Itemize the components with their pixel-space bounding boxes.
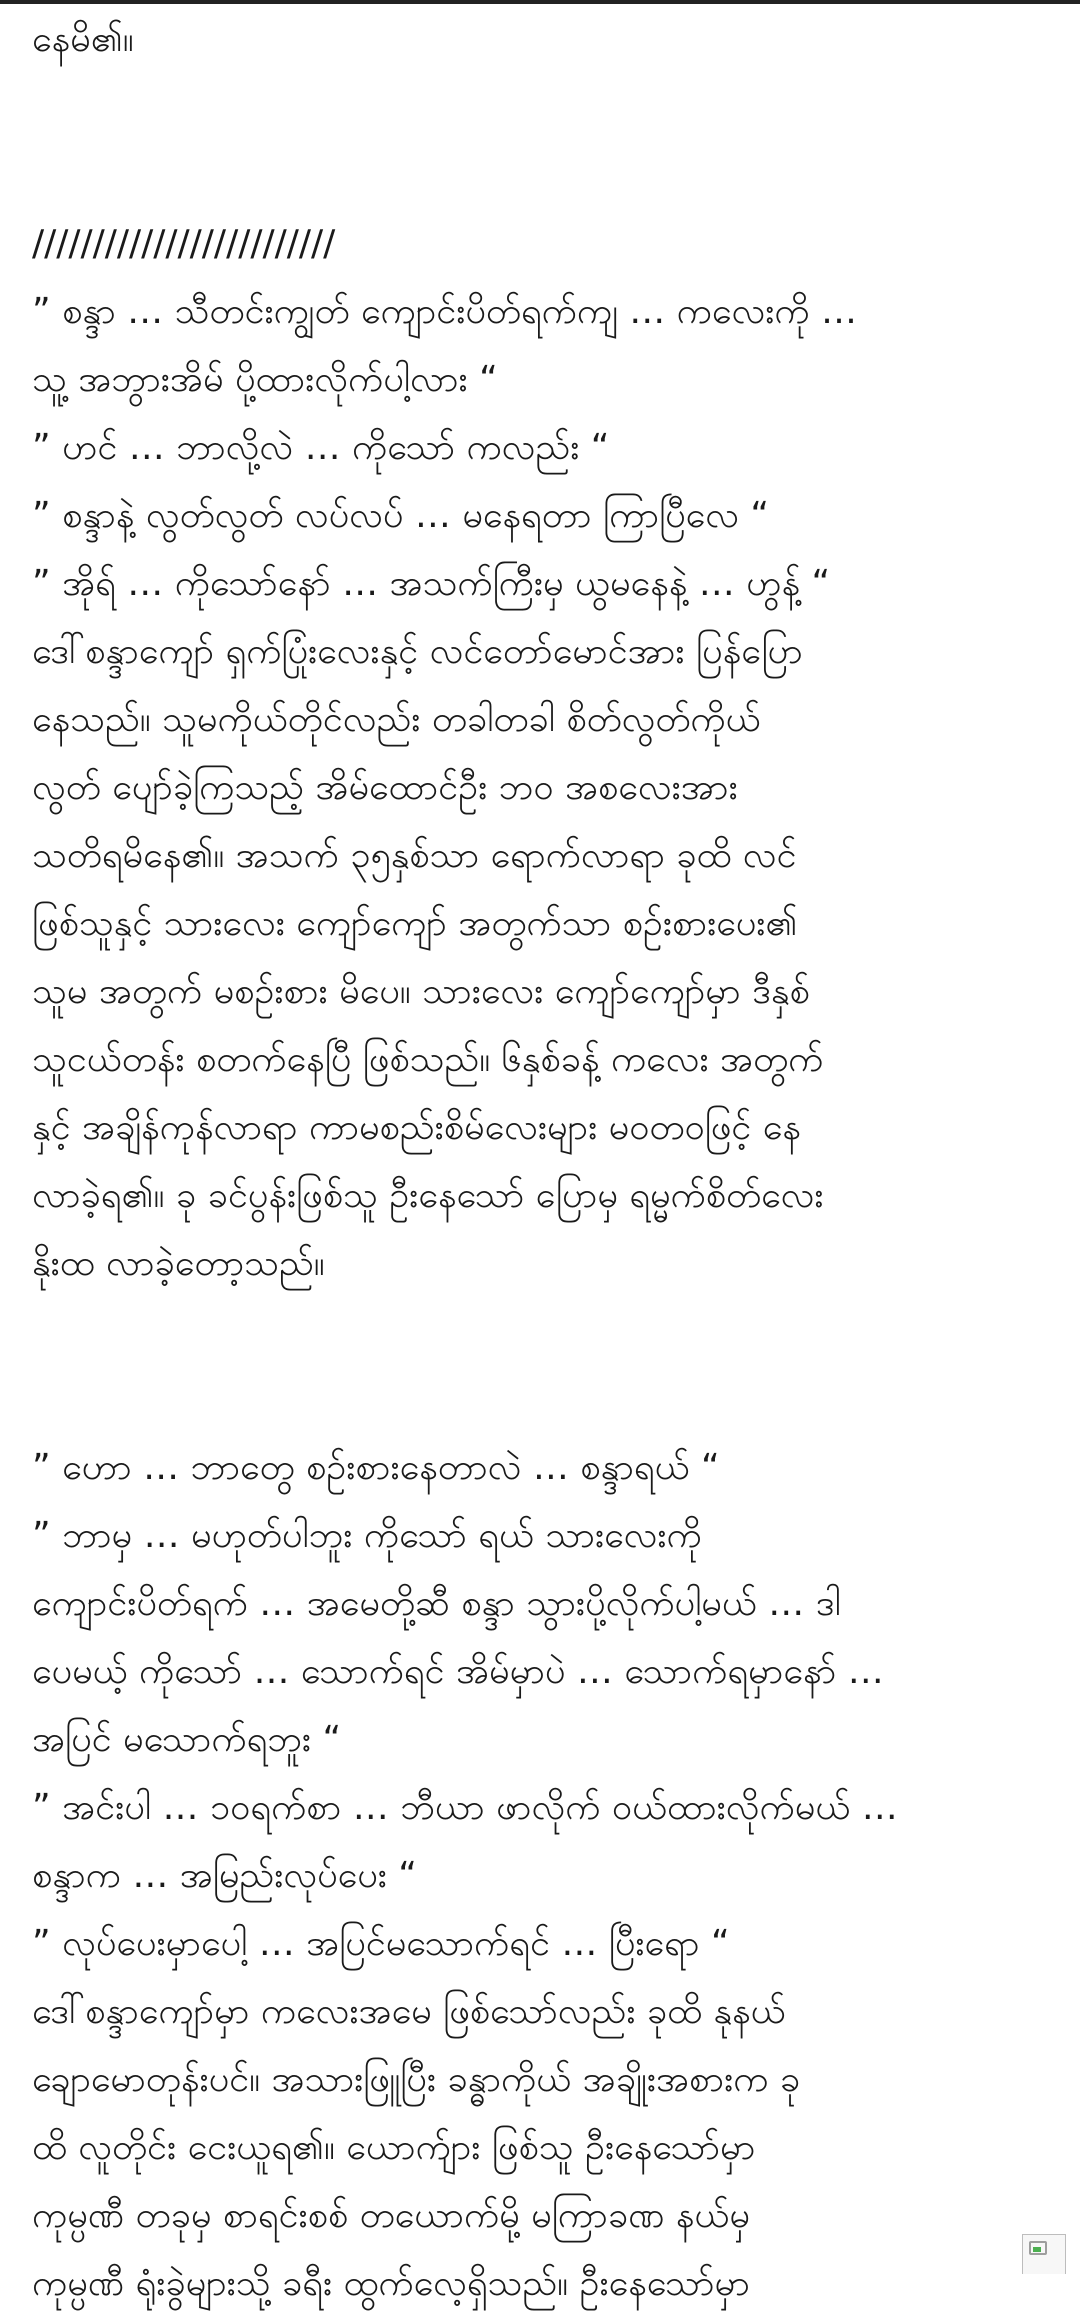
- text-line: နှင့် အချိန်ကုန်လာရာ ကာမစည်းစိမ်လေးများ မဝတဝဖြင့် နေ: [32, 1107, 801, 1148]
- broken-image-icon[interactable]: [1022, 2234, 1066, 2274]
- text-line: ” လုပ်ပေးမှာပေါ့ … အပြင်မသောက်ရင် … ပြီးရော “: [32, 1923, 730, 1964]
- text-line: လွတ် ပျော်ခဲ့ကြသည့် အိမ်ထောင်ဦး ဘဝ အစလေးအား: [32, 767, 738, 808]
- text-line: ဒေါ်စန္ဒာကျော်မှာ ကလေးအမေ ဖြစ်သော်လည်း ခုထိ နုနယ်: [32, 1991, 786, 2032]
- text-line: နေသည်။ သူမကိုယ်တိုင်လည်း တခါတခါ စိတ်လွတ်ကိုယ်: [32, 699, 761, 740]
- opening-line: နေမိ၏။: [32, 19, 134, 60]
- text-line: သူငယ်တန်း စတက်နေပြီ ဖြစ်သည်။ ၆နှစ်ခန့် ကလေး အတွက်: [32, 1039, 824, 1080]
- text-line: သတိရမိနေ၏။ အသက် ၃၅နှစ်သာ ရောက်လာရာ ခုထိ လင်: [32, 835, 797, 876]
- text-line: ဖြစ်သူနှင့် သားလေး ကျော်ကျော် အတွက်သာ စဉ်းစားပေး၏: [32, 903, 798, 944]
- text-line: ထိ လူတိုင်း ငေးယူရ၏။ ယောက်ျား ဖြစ်သူ ဦးနေသော်မှာ: [32, 2127, 756, 2168]
- paragraph-spacer: [32, 74, 1052, 210]
- text-line: ကျောင်းပိတ်ရက် … အမေတို့ဆီ စန္ဒာ သွားပို့လိုက်ပါ့မယ် … ဒါ: [32, 1583, 841, 1624]
- text-line: ပေမယ့် ကိုသော် … သောက်ရင် အိမ်မှာပဲ … သောက်ရမှာနော် …: [32, 1651, 884, 1692]
- paragraph-spacer: [32, 1298, 1052, 1434]
- text-line: သူ့ အဘွားအိမ် ပို့ထားလိုက်ပါ့လား “: [32, 359, 498, 400]
- text-line: ချောမောတုန်းပင်။ အသားဖြူပြီး ခန္ဓာကိုယ် အချိုးအစားက ခု: [32, 2059, 801, 2100]
- section-divider: /////////////////////////: [32, 223, 336, 264]
- text-line: အပြင် မသောက်ရဘူး “: [32, 1719, 342, 1760]
- text-line: နိုးထ လာခဲ့တော့သည်။: [32, 1243, 325, 1284]
- text-line: ” ဟော … ဘာတွေ စဉ်းစားနေတာလဲ … စန္ဒာရယ် “: [32, 1447, 720, 1488]
- text-line: ” ဘာမှ … မဟုတ်ပါဘူး ကိုသော် ရယ် သားလေးကို: [32, 1515, 702, 1556]
- text-line: ” အိုရ် … ကိုသော်နော် … အသက်ကြီးမှ ယွမနေနဲ့ … ဟွန့် “: [32, 563, 831, 604]
- text-line: သူမ အတွက် မစဉ်းစား မိပေ။ သားလေး ကျော်ကျော်မှာ ဒီနှစ်: [32, 971, 810, 1012]
- article-body: [32, 6, 1052, 2318]
- text-line: ” စန္ဒာ … သီတင်းကျွတ် ကျောင်းပိတ်ရက်ကျ … ကလေးကို …: [32, 291, 858, 332]
- text-line: ” စန္ဒာနဲ့ လွတ်လွတ် လပ်လပ် … မနေရတာ ကြာပြီလေ “: [32, 495, 770, 536]
- text-line: ” အင်းပါ … ၁၀ရက်စာ … ဘီယာ ဖာလိုက် ဝယ်ထားလိုက်မယ် …: [32, 1787, 898, 1828]
- top-divider-bar: [0, 0, 1080, 4]
- text-line: ဒေါ်စန္ဒာကျော် ရှက်ပြုံးလေးနှင့် လင်တော်မောင်အား ပြန်ပြော: [32, 631, 803, 672]
- text-line: စန္ဒာက … အမြည်းလုပ်ပေး “: [32, 1855, 417, 1896]
- text-line: လာခဲ့ရ၏။ ခု ခင်ပွန်းဖြစ်သူ ဦးနေသော် ပြောမှ ရမ္မက်စိတ်လေး: [32, 1175, 824, 1216]
- text-line: ” ဟင် … ဘာလို့လဲ … ကိုသော် ကလည်း “: [32, 427, 610, 468]
- text-line: ကုမ္ပဏီ ရုံးခွဲများသို့ ခရီး ထွက်လေ့ရှိသည်။ ဦးနေသော်မှာ: [32, 2263, 750, 2304]
- text-line: ကုမ္ပဏီ တခုမှ စာရင်းစစ် တယောက်မို့ မကြာခဏ နယ်မှ: [32, 2195, 750, 2236]
- image-placeholder-icon: [1029, 2241, 1047, 2255]
